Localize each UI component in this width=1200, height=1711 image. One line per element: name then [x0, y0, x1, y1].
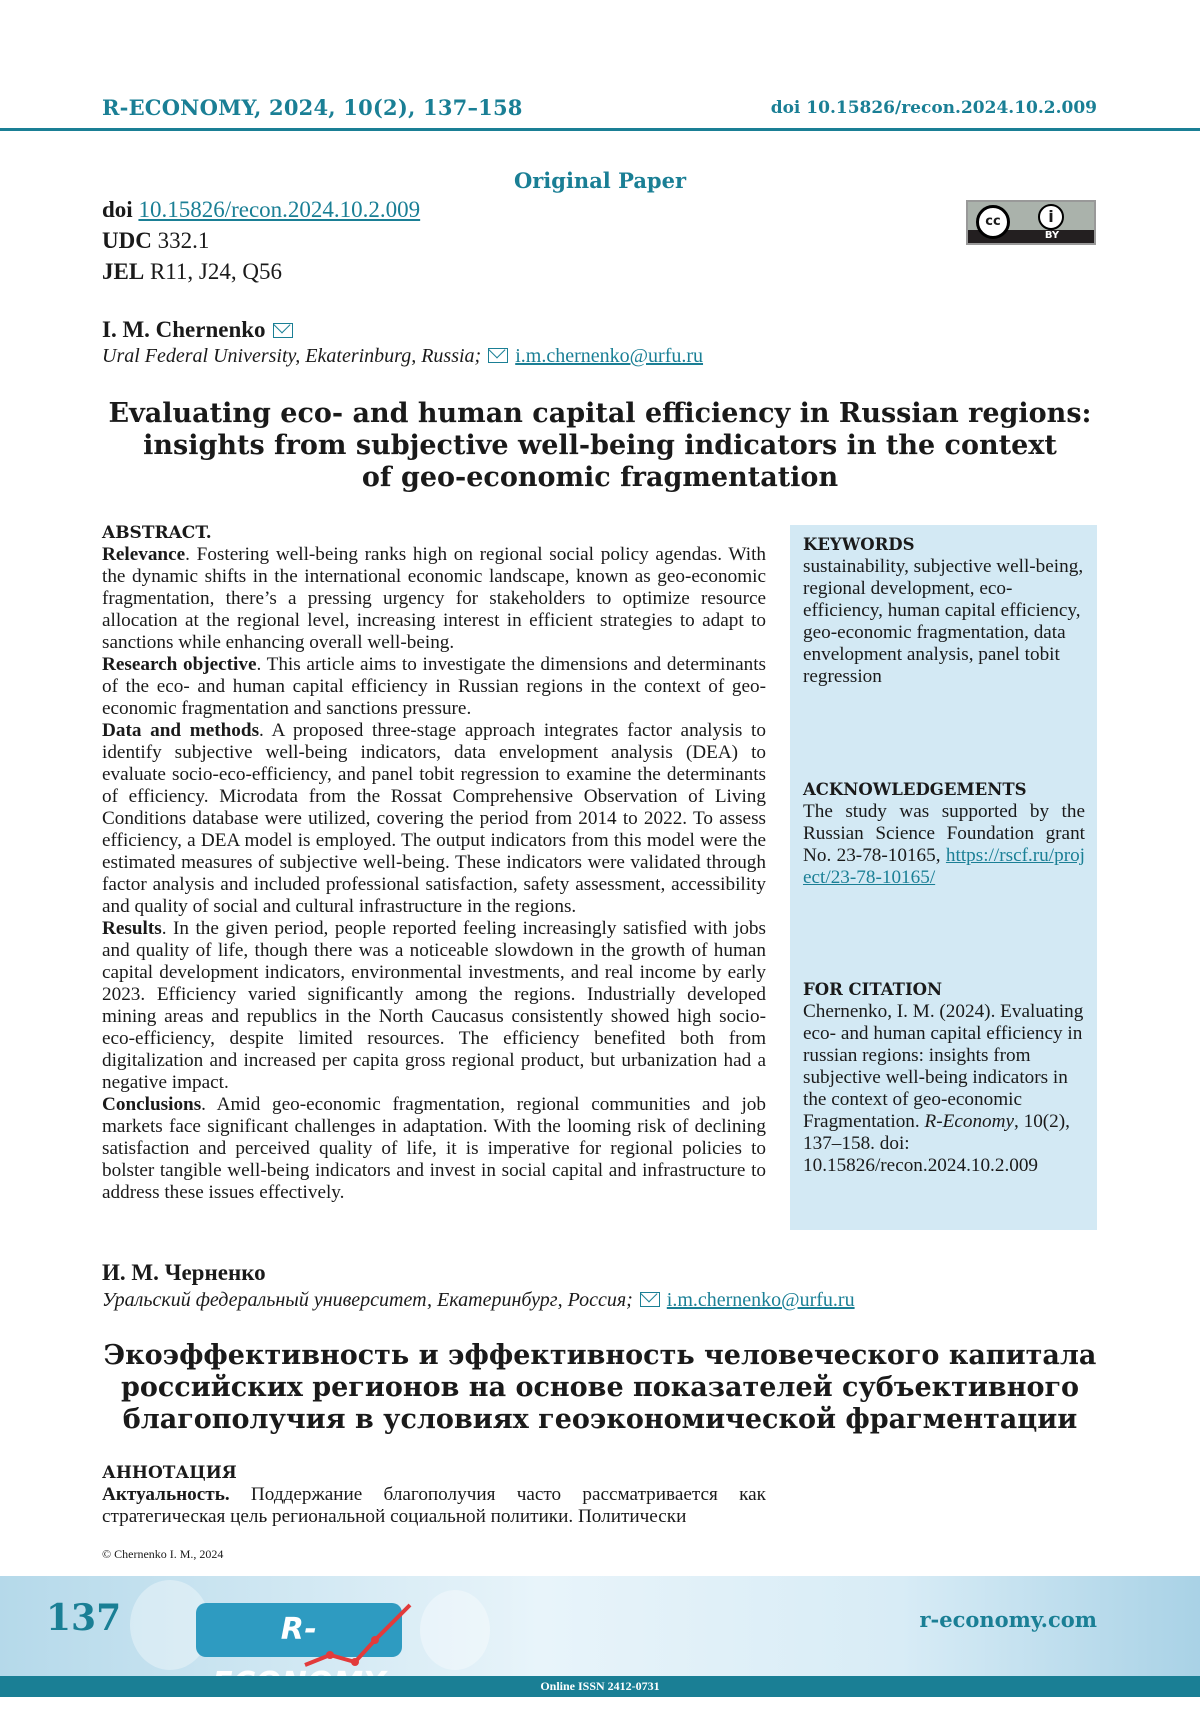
udc-label: UDC [102, 228, 152, 253]
globe-decoration [420, 1590, 490, 1670]
title-line-2: insights from subjective well-being indicators in the context [60, 430, 1140, 462]
jel-value: R11, J24, Q56 [150, 259, 282, 284]
growth-chart-icon [300, 1600, 415, 1670]
ru-author-email-link[interactable]: i.m.chernenko@urfu.ru [667, 1289, 855, 1311]
citation-heading: FOR CITATION [803, 979, 1085, 1001]
abstract-data-methods [102, 720, 766, 918]
ru-abstract-heading: АННОТАЦИЯ [102, 1462, 766, 1484]
conclusions-text: . Amid geo-economic fragmentation, regional communities and job markets face significant challenges in adaptation. With the looming risk of declining satisfaction and perceived quality of life, it is imperative for regional policies to bolster tangible well-being indicators and invest in social capital and infrastructure to address these issues effectively. [102, 1094, 766, 1203]
paper-type: Original Paper [0, 168, 1200, 193]
r-economy-logo[interactable]: R-ECONOMY [196, 1603, 402, 1657]
ru-title-line-3: благополучия в условиях геоэкономической фрагментации [60, 1404, 1140, 1436]
author-email-link[interactable]: i.m.chernenko@urfu.ru [515, 345, 703, 367]
ru-title-line-1: Экоэффективность и эффективность человеческого капитала [60, 1340, 1140, 1372]
keywords-heading: KEYWORDS [803, 534, 1085, 556]
data-methods-label: Data and methods [102, 720, 259, 741]
ru-article-title [60, 1340, 1140, 1436]
ru-author-affiliation [102, 1289, 855, 1312]
affiliation-text: Ural Federal University, Ekaterinburg, Russia; [102, 345, 481, 367]
abstract-heading: ABSTRACT. [102, 523, 212, 543]
keywords-block [803, 534, 1085, 688]
doi-line [102, 197, 420, 223]
abstract-objective [102, 654, 766, 720]
rscf-project-link[interactable]: https://rscf.ru/project/23-78-10165/ [803, 845, 1085, 888]
title-line-3: of geo-economic fragmentation [60, 462, 1140, 494]
udc-line [102, 228, 209, 254]
results-text: . In the given period, people reported feeling increasingly satisfied with jobs and quality of life, though there was a noticeable slowdown in the growth of human capital development indicators, environmental investments, and real income by early 2023. Efficiency varied significantly among the regions. Industrially developed mining areas and republics in the North Caucasus consistently showed high socio-eco-efficiency, despite limited resources. The efficiency benefited both from digitalization and increased per capita gross regional product, but urbanization had a negative impact. [102, 918, 766, 1093]
mail-icon [640, 1292, 660, 1307]
abstract-results [102, 918, 766, 1094]
growth-point [326, 1651, 334, 1659]
author-name-text: I. M. Chernenko [102, 317, 266, 342]
cc-icon: cc [976, 205, 1010, 239]
relevance-text: . Fostering well-being ranks high on regional social policy agendas. With the dynamic shifts in the international economic landscape, known as geo-economic fragmentation, there’s a pressing urgency for stakeholders to optimize resource allocation at the regional level, increasing interest in efficient strategies to adapt to sanctions while enhancing overall well-being. [102, 544, 766, 653]
citation-text: Chernenko, I. M. (2024). Evaluating eco- and human capital efficiency in russian regions: insights from subjective well-being indicators in the context of geo-economic Fragmentation. [803, 1001, 1083, 1132]
ru-relevance-label: Актуальность. [102, 1484, 230, 1505]
acknowledgements-block [803, 779, 1085, 889]
title-line-1: Evaluating eco- and human capital efficiency in Russian regions: [60, 398, 1140, 430]
cc-by-license-badge[interactable] [966, 200, 1096, 245]
journal-reference: R-ECONOMY, 2024, 10(2), 137–158 [102, 95, 523, 120]
header-divider [0, 128, 1200, 131]
page-number: 137 [46, 1597, 121, 1639]
objective-label: Research objective [102, 654, 257, 675]
author-name [102, 317, 295, 343]
jel-line [102, 259, 282, 285]
mail-icon [273, 323, 293, 338]
copyright: © Chernenko I. M., 2024 [102, 1547, 223, 1562]
udc-value: 332.1 [158, 228, 210, 253]
by-label: BY [1040, 230, 1064, 241]
abstract-conclusions [102, 1094, 766, 1204]
ru-abstract [102, 1462, 766, 1528]
abstract-relevance [102, 544, 766, 654]
citation-journal: R-Economy [925, 1111, 1015, 1132]
citation-block [803, 979, 1085, 1177]
growth-line [305, 1605, 410, 1665]
data-methods-text: . A proposed three-stage approach integrates factor analysis to identify subjective well-being indicators, data envelopment analysis (DEA) to evaluate socio-eco-efficiency, and panel tobit regression to examine the determinants of efficiency. Microdata from the Rossat Comprehensive Observation of Living Conditions database were utilized, covering the period from 2014 to 2022. To assess efficiency, a DEA model is employed. The output indicators from this model were the estimated measures of subjective well-being. These indicators were validated through factor analysis and included professional satisfaction, safety assessment, accessibility and quality of social and cultural infrastructure in the regions. [102, 720, 766, 917]
doi-link[interactable]: 10.15826/recon.2024.10.2.009 [138, 197, 420, 222]
ru-relevance-text: Поддержание благополучия часто рассматривается как стратегическая цель региональной социальной политики. Политически [102, 1484, 766, 1527]
mail-icon [488, 348, 508, 363]
ru-author-name: И. М. Черненко [102, 1260, 266, 1286]
conclusions-label: Conclusions [102, 1094, 201, 1115]
citation-details: , 10(2), 137–158. doi: 10.15826/recon.2024.10.2.009 [803, 1111, 1070, 1176]
attribution-person-icon: i [1038, 204, 1064, 230]
website-link[interactable]: r-economy.com [919, 1607, 1097, 1632]
doi-label: doi [102, 197, 133, 222]
keywords-text: sustainability, subjective well-being, regional development, eco-efficiency, human capital efficiency, geo-economic fragmentation, data envelopment analysis, panel tobit regression [803, 556, 1085, 688]
results-label: Results [102, 918, 162, 939]
abstract [102, 522, 766, 1204]
growth-point [351, 1658, 359, 1666]
article-title [60, 398, 1140, 494]
author-affiliation [102, 345, 703, 368]
jel-label: JEL [102, 259, 144, 284]
issn-strip: Online ISSN 2412-0731 [0, 1676, 1200, 1697]
acknowledgements-heading: ACKNOWLEDGEMENTS [803, 779, 1085, 801]
ru-affiliation-text: Уральский федеральный университет, Екатеринбург, Россия; [102, 1289, 633, 1311]
growth-point [371, 1636, 379, 1644]
objective-text: . This article aims to investigate the dimensions and determinants of the eco- and human capital efficiency in Russian regions in the context of geo-economic fragmentation and sanctions pressure. [102, 654, 766, 719]
acknowledgements-text: The study was supported by the Russian Science Foundation grant No. 23-78-10165, [803, 801, 1085, 866]
header-doi: doi 10.15826/recon.2024.10.2.009 [771, 98, 1097, 118]
relevance-label: Relevance [102, 544, 185, 565]
ru-title-line-2: российских регионов на основе показателей субъективного [60, 1372, 1140, 1404]
